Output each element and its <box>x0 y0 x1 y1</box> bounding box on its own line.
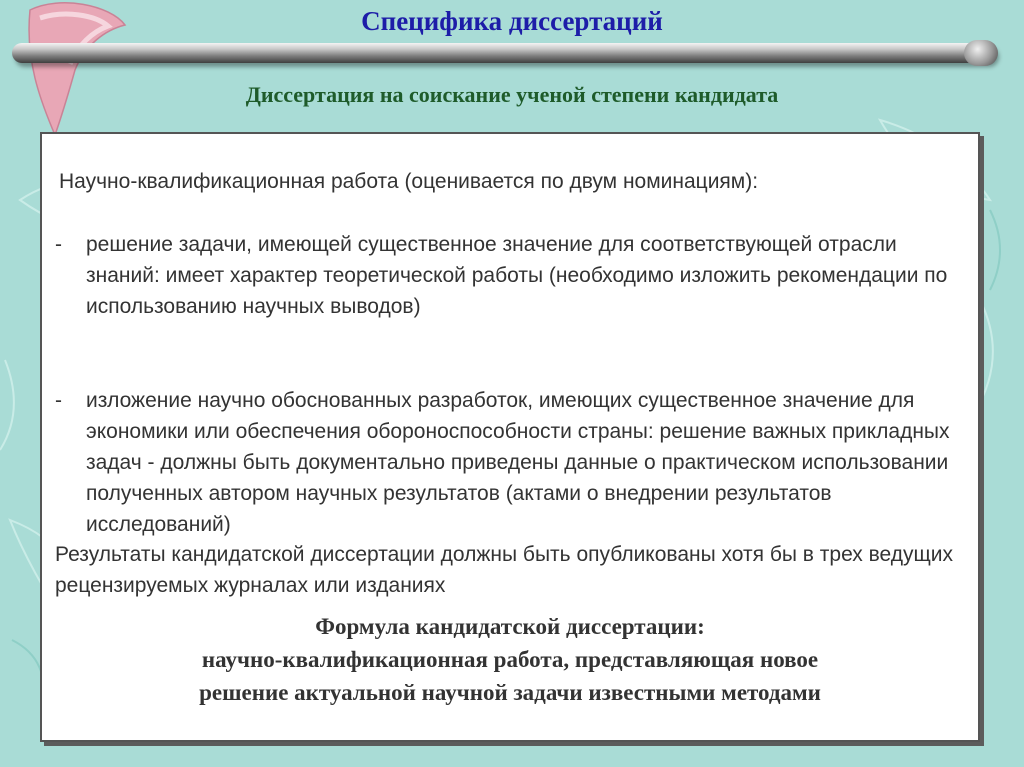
formula-line: решение актуальной научной задачи известными методами <box>199 680 821 705</box>
bullet-item <box>55 385 965 540</box>
formula-line: научно-квалификационная работа, представляющая новое <box>201 647 819 672</box>
slide-title: Специфика диссертаций <box>361 6 663 36</box>
bullet-text: решение задачи, имеющей существенное значение для соответствующей отрасли знаний: имеет характер теоретической работы (необходимо изложить рекомендации по использованию научных выводов) <box>86 233 948 318</box>
bar-end-cap <box>964 40 998 66</box>
content-panel <box>40 132 980 742</box>
horizontal-bar-divider <box>12 43 996 63</box>
intro-text: Научно-квалификационная работа (оценивается по двум номинациям): <box>59 170 759 193</box>
bullet-item <box>55 229 965 322</box>
bullet-text: изложение научно обоснованных разработок, имеющих существенное значение для экономики или обеспечения обороноспособности страны: решение важных прикладных задач - должны быть документально приведены данные о практическом использовании полученных автором научных результатов (актами о внедрении результатов исследований) <box>86 389 950 536</box>
bullet-marker: - <box>55 233 62 256</box>
bullet-marker: - <box>55 389 62 412</box>
formula-heading: Формула кандидатской диссертации: <box>315 614 705 639</box>
results-text: Результаты кандидатской диссертации должны быть опубликованы хотя бы в трех ведущих рецензируемых журналах или изданиях <box>55 543 954 597</box>
slide-subtitle: Диссертация на соискание ученой степени кандидата <box>245 82 779 107</box>
formula-block <box>42 610 978 709</box>
